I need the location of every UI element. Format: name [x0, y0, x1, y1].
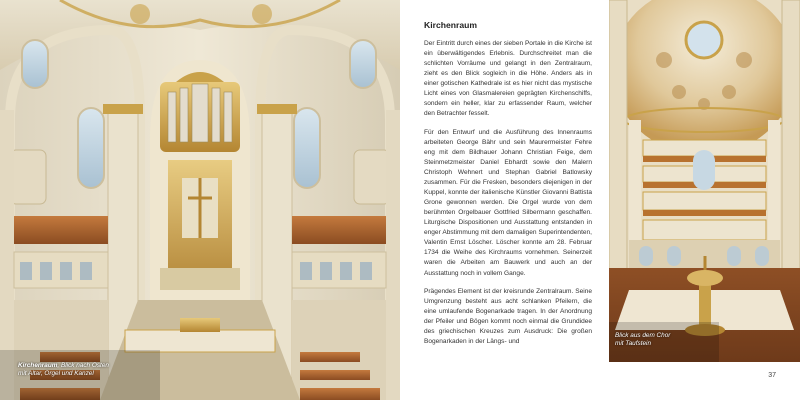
caption-left-line1-rest: , Blick nach Osten [57, 362, 109, 369]
page-number: 37 [768, 372, 776, 379]
article-paragraph-1: Der Eintritt durch eines der sieben Portale in die Kirche ist ein überwältigendes Erlebnis. Durchschreitet man die schlichten Vorräume und gelangt in den Zentralraum, zieht es den Blick sogleich in die Höhe. Anders als in einer gotischen Kathedrale ist es hier nicht das mystische Licht eines von Glasmalereien geprägten Kirchenschiffs, sondern ein heller, klar zu erfassender Raum, welcher den Betrachter fesselt. [424, 40, 592, 118]
caption-right-line1: Blick aus dem Chor [615, 332, 671, 339]
caption-left-line2: mit Altar, Orgel und Kanzel [18, 370, 94, 378]
article-paragraph-2: Für den Entwurf und die Ausführung des Innenraums arbeiteten George Bähr und sein Maurermeister Fehre eng mit dem Bildhauer Johann Christian Feige, dem Steinmetzmeister Daniel Ebhardt sowie den Malern Christoph Wehnert und Stephan Gabriel Batlowsky zusammen. Für die Fresken, besonders diejenigen in der Kuppel, konnte der italienische Künstler Giovanni Battista Grone gewonnen werden. Die Orgel wurde von dem berühmten Orgelbauer Gottfried Silbermann geschaffen. Liturgische Dispositionen und Ausstattung entstanden in enger Abstimmung mit dem damaligen Superintendenten, Valentin Ernst Löscher. Löscher konnte am 28. Februar 1734 die Weihe des Kirchraums vornehmen. Seinerzeit waren die Arbeiten am Bauwerk und auch an der Ausstattung noch in vollem Gange. [424, 128, 592, 277]
photo-caption-right [615, 332, 695, 349]
dome-interior-illustration [609, 0, 800, 362]
article-paragraph-3: Prägendes Element ist der kreisrunde Zentralraum. Seine Umgrenzung besteht aus acht schlanken Pfeilern, die eine umlaufende Bogenarkade tragen. In der Anordnung der Pfeiler und Bögen kommt noch einmal die Grundidee des griechischen Kreuzes zum Ausdruck: Die großen Bogenarkaden in der Längs- und [424, 288, 592, 346]
article-heading: Kirchenraum [424, 20, 478, 30]
caption-left-title: Kirchenraum [18, 362, 58, 369]
church-dome-photo [609, 0, 800, 362]
photo-caption-left [18, 362, 138, 379]
caption-right-line2: mit Taufstein [615, 340, 651, 348]
article-column [424, 20, 592, 390]
